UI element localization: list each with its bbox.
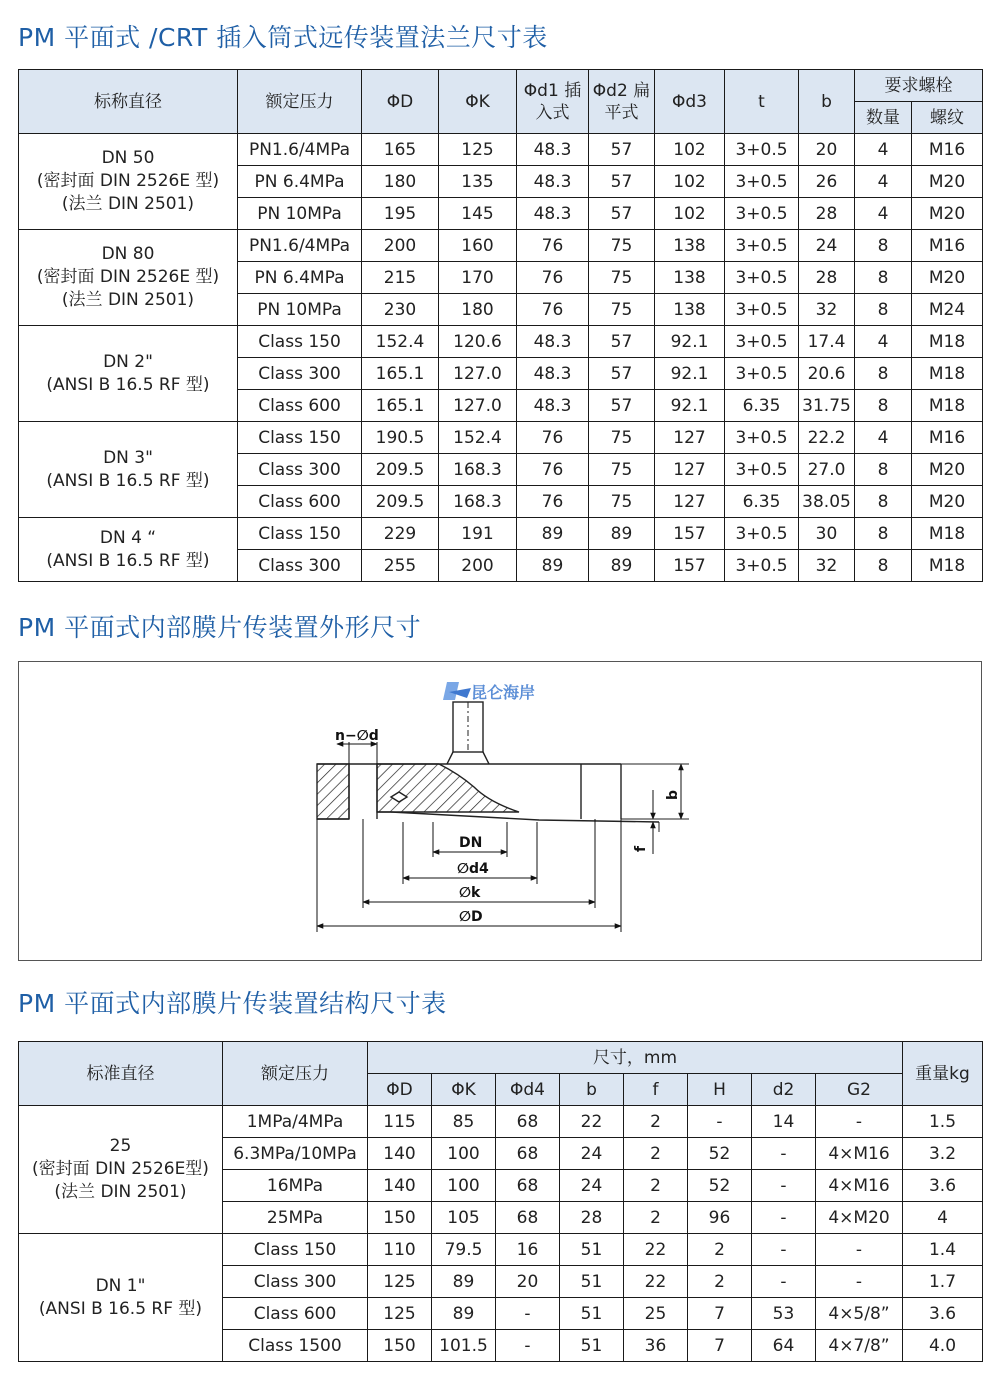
table-cell: 8 bbox=[855, 262, 912, 294]
table-cell: 110 bbox=[368, 1234, 432, 1266]
table-cell: 8 bbox=[855, 454, 912, 486]
table-cell: 51 bbox=[560, 1298, 624, 1330]
table-cell: PN 10MPa bbox=[238, 198, 362, 230]
table-cell: 57 bbox=[589, 198, 655, 230]
table-cell: M24 bbox=[912, 294, 983, 326]
table-cell: 8 bbox=[855, 486, 912, 518]
label-DN: DN bbox=[459, 835, 483, 851]
table-cell: 76 bbox=[517, 230, 589, 262]
table-cell: 157 bbox=[655, 518, 725, 550]
header-size-col: G2 bbox=[816, 1074, 903, 1106]
table-cell: 152.4 bbox=[439, 422, 517, 454]
table-cell: 51 bbox=[560, 1234, 624, 1266]
table-cell: 48.3 bbox=[517, 358, 589, 390]
table-cell: 4×M16 bbox=[816, 1138, 903, 1170]
header-d1: Φd1 插 入式 bbox=[517, 70, 589, 134]
table-row bbox=[19, 326, 983, 358]
table-cell: 6.35 bbox=[725, 390, 799, 422]
header-size-col: Φd4 bbox=[496, 1074, 560, 1106]
table-cell: - bbox=[752, 1138, 816, 1170]
table-cell: 100 bbox=[432, 1170, 496, 1202]
table-cell: 75 bbox=[589, 294, 655, 326]
table-cell: 115 bbox=[368, 1106, 432, 1138]
header-b: b bbox=[799, 70, 855, 134]
table-cell: 17.4 bbox=[799, 326, 855, 358]
table-cell: 135 bbox=[439, 166, 517, 198]
table-cell: 79.5 bbox=[432, 1234, 496, 1266]
group-label: DN 4 “ (ANSI B 16.5 RF 型) bbox=[19, 518, 238, 582]
table-cell: - bbox=[816, 1106, 903, 1138]
table-cell: 168.3 bbox=[439, 454, 517, 486]
table-cell: 3+0.5 bbox=[725, 262, 799, 294]
table-cell: 4×7/8” bbox=[816, 1330, 903, 1362]
group-label: DN 2" (ANSI B 16.5 RF 型) bbox=[19, 326, 238, 422]
table-cell: Class 600 bbox=[238, 486, 362, 518]
table-cell: 3+0.5 bbox=[725, 166, 799, 198]
table-cell: Class 150 bbox=[238, 422, 362, 454]
header-weight: 重量kg bbox=[903, 1042, 983, 1106]
table-cell: 25MPa bbox=[223, 1202, 368, 1234]
section1-title: PM 平面式 /CRT 插入筒式远传装置法兰尺寸表 bbox=[18, 23, 548, 52]
table-cell: 4 bbox=[903, 1202, 983, 1234]
table-cell: 48.3 bbox=[517, 134, 589, 166]
table-cell: 22 bbox=[624, 1234, 688, 1266]
header-size-col: ΦK bbox=[432, 1074, 496, 1106]
outline-drawing bbox=[18, 661, 982, 961]
table-cell: M20 bbox=[912, 454, 983, 486]
table-cell: - bbox=[752, 1170, 816, 1202]
table-cell: - bbox=[752, 1234, 816, 1266]
table-cell: Class 300 bbox=[238, 550, 362, 582]
header-rated-pressure-2: 额定压力 bbox=[223, 1042, 368, 1106]
table-cell: 48.3 bbox=[517, 326, 589, 358]
table-cell: 16 bbox=[496, 1234, 560, 1266]
table-cell: 89 bbox=[517, 518, 589, 550]
table-cell: 190.5 bbox=[362, 422, 439, 454]
table-cell: 3+0.5 bbox=[725, 230, 799, 262]
table-cell: 25 bbox=[624, 1298, 688, 1330]
header-nominal-diameter: 标称直径 bbox=[19, 70, 238, 134]
table-cell: Class 300 bbox=[223, 1266, 368, 1298]
table-cell: 32 bbox=[799, 550, 855, 582]
table-cell: 20 bbox=[496, 1266, 560, 1298]
table-cell: 8 bbox=[855, 550, 912, 582]
table-cell: 89 bbox=[589, 550, 655, 582]
logo-text: 昆仑海岸 bbox=[471, 683, 536, 702]
table-cell: 127 bbox=[655, 486, 725, 518]
table-row bbox=[19, 1106, 983, 1138]
table-cell: 195 bbox=[362, 198, 439, 230]
table-cell: Class 150 bbox=[238, 326, 362, 358]
table-cell: - bbox=[496, 1330, 560, 1362]
table-cell: 125 bbox=[439, 134, 517, 166]
table-cell: 68 bbox=[496, 1106, 560, 1138]
header-t: t bbox=[725, 70, 799, 134]
table-cell: 4×M20 bbox=[816, 1202, 903, 1234]
table-cell: 165.1 bbox=[362, 390, 439, 422]
table-cell: 8 bbox=[855, 518, 912, 550]
table-cell: M16 bbox=[912, 422, 983, 454]
table-cell: Class 600 bbox=[238, 390, 362, 422]
table-row bbox=[19, 422, 983, 454]
table-cell: 14 bbox=[752, 1106, 816, 1138]
table-cell: 1.7 bbox=[903, 1266, 983, 1298]
label-b: b bbox=[665, 789, 681, 800]
table-cell: PN1.6/4MPa bbox=[238, 230, 362, 262]
table-cell: 191 bbox=[439, 518, 517, 550]
table-cell: 22.2 bbox=[799, 422, 855, 454]
header-standard-diameter: 标准直径 bbox=[19, 1042, 223, 1106]
table-cell: 76 bbox=[517, 422, 589, 454]
table-cell: 2 bbox=[624, 1138, 688, 1170]
label-f: f bbox=[633, 845, 649, 852]
table-cell: 92.1 bbox=[655, 390, 725, 422]
table-cell: - bbox=[752, 1266, 816, 1298]
table-cell: 64 bbox=[752, 1330, 816, 1362]
table-cell: 138 bbox=[655, 262, 725, 294]
logo-icon bbox=[443, 682, 471, 700]
table-cell: 168.3 bbox=[439, 486, 517, 518]
table-cell: Class 300 bbox=[238, 454, 362, 486]
table-cell: Class 300 bbox=[238, 358, 362, 390]
header-size-col: f bbox=[624, 1074, 688, 1106]
header-d3: Φd3 bbox=[655, 70, 725, 134]
table-cell: 2 bbox=[688, 1266, 752, 1298]
table-cell: 3+0.5 bbox=[725, 358, 799, 390]
table-cell: 1MPa/4MPa bbox=[223, 1106, 368, 1138]
table-cell: 138 bbox=[655, 294, 725, 326]
table-cell: 24 bbox=[560, 1170, 624, 1202]
table-cell: 75 bbox=[589, 422, 655, 454]
table-cell: 138 bbox=[655, 230, 725, 262]
table-cell: 68 bbox=[496, 1138, 560, 1170]
table-cell: 92.1 bbox=[655, 358, 725, 390]
table-cell: 57 bbox=[589, 358, 655, 390]
label-D: ∅D bbox=[459, 909, 483, 925]
header-rated-pressure: 额定压力 bbox=[238, 70, 362, 134]
table-cell: 75 bbox=[589, 454, 655, 486]
table-cell: 28 bbox=[799, 262, 855, 294]
table-cell: - bbox=[752, 1202, 816, 1234]
table-row bbox=[19, 518, 983, 550]
table-cell: - bbox=[816, 1234, 903, 1266]
table-cell: 6.35 bbox=[725, 486, 799, 518]
header-size-col: H bbox=[688, 1074, 752, 1106]
table-cell: 4 bbox=[855, 198, 912, 230]
label-nd: n−∅d bbox=[335, 728, 379, 744]
table-cell: Class 150 bbox=[223, 1234, 368, 1266]
table-cell: M16 bbox=[912, 230, 983, 262]
table-cell: 89 bbox=[517, 550, 589, 582]
table-cell: 157 bbox=[655, 550, 725, 582]
table-cell: - bbox=[688, 1106, 752, 1138]
table-cell: 7 bbox=[688, 1298, 752, 1330]
table-row bbox=[19, 134, 983, 166]
header-thread: 螺纹 bbox=[912, 102, 983, 134]
table-cell: 165.1 bbox=[362, 358, 439, 390]
section3-title: PM 平面式内部膜片传装置结构尺寸表 bbox=[18, 989, 447, 1018]
table-cell: 145 bbox=[439, 198, 517, 230]
table-cell: 3+0.5 bbox=[725, 422, 799, 454]
table-cell: 32 bbox=[799, 294, 855, 326]
group-label: DN 50 (密封面 DIN 2526E 型) (法兰 DIN 2501) bbox=[19, 134, 238, 230]
table-cell: PN 10MPa bbox=[238, 294, 362, 326]
table-cell: 150 bbox=[368, 1202, 432, 1234]
table-cell: 125 bbox=[368, 1266, 432, 1298]
table-cell: 51 bbox=[560, 1266, 624, 1298]
header-size-col: ΦD bbox=[368, 1074, 432, 1106]
header-required-bolts: 要求螺栓 bbox=[855, 70, 983, 102]
table-cell: 127 bbox=[655, 422, 725, 454]
table-cell: 127.0 bbox=[439, 358, 517, 390]
table-cell: 68 bbox=[496, 1202, 560, 1234]
group-label: DN 1" (ANSI B 16.5 RF 型) bbox=[19, 1234, 223, 1362]
table-cell: 4 bbox=[855, 326, 912, 358]
table-cell: 127.0 bbox=[439, 390, 517, 422]
table-row bbox=[19, 1234, 983, 1266]
table-cell: 3+0.5 bbox=[725, 454, 799, 486]
table-cell: 22 bbox=[560, 1106, 624, 1138]
table-cell: 8 bbox=[855, 294, 912, 326]
table-cell: 8 bbox=[855, 230, 912, 262]
table-cell: 48.3 bbox=[517, 166, 589, 198]
table-cell: PN 6.4MPa bbox=[238, 262, 362, 294]
table-cell: 1.4 bbox=[903, 1234, 983, 1266]
header-d2: Φd2 扁 平式 bbox=[589, 70, 655, 134]
table-cell: 2 bbox=[688, 1234, 752, 1266]
table-cell: 85 bbox=[432, 1106, 496, 1138]
structure-dimension-table bbox=[18, 1041, 983, 1362]
table-cell: Class 1500 bbox=[223, 1330, 368, 1362]
table-cell: 75 bbox=[589, 230, 655, 262]
table-cell: 27.0 bbox=[799, 454, 855, 486]
table-cell: 3+0.5 bbox=[725, 134, 799, 166]
table-cell: 229 bbox=[362, 518, 439, 550]
table-cell: Class 150 bbox=[238, 518, 362, 550]
table-cell: 200 bbox=[362, 230, 439, 262]
table-cell: PN1.6/4MPa bbox=[238, 134, 362, 166]
table-cell: 53 bbox=[752, 1298, 816, 1330]
table-cell: 140 bbox=[368, 1138, 432, 1170]
table-cell: 4 bbox=[855, 134, 912, 166]
label-d4: ∅d4 bbox=[457, 861, 489, 877]
table-cell: 57 bbox=[589, 166, 655, 198]
table-cell: 180 bbox=[439, 294, 517, 326]
table-cell: 57 bbox=[589, 390, 655, 422]
table-cell: 20 bbox=[799, 134, 855, 166]
table-cell: 30 bbox=[799, 518, 855, 550]
header-D: ΦD bbox=[362, 70, 439, 134]
table-cell: 52 bbox=[688, 1170, 752, 1202]
table-cell: 92.1 bbox=[655, 326, 725, 358]
table-cell: 38.05 bbox=[799, 486, 855, 518]
table-cell: 3+0.5 bbox=[725, 294, 799, 326]
table-cell: 89 bbox=[432, 1266, 496, 1298]
table-cell: 3.6 bbox=[903, 1170, 983, 1202]
table-cell: 75 bbox=[589, 262, 655, 294]
table-cell: 75 bbox=[589, 486, 655, 518]
table-cell: 22 bbox=[624, 1266, 688, 1298]
table-cell: 28 bbox=[799, 198, 855, 230]
table-cell: 48.3 bbox=[517, 198, 589, 230]
table-cell: PN 6.4MPa bbox=[238, 166, 362, 198]
table-cell: 2 bbox=[624, 1170, 688, 1202]
table-cell: 4 bbox=[855, 422, 912, 454]
section2-title: PM 平面式内部膜片传装置外形尺寸 bbox=[18, 613, 422, 642]
flange-dimension-table bbox=[18, 69, 983, 582]
table-cell: M18 bbox=[912, 518, 983, 550]
table-cell: - bbox=[496, 1298, 560, 1330]
table-cell: 57 bbox=[589, 134, 655, 166]
table-cell: 160 bbox=[439, 230, 517, 262]
table-cell: 215 bbox=[362, 262, 439, 294]
table-cell: 8 bbox=[855, 358, 912, 390]
table-cell: 76 bbox=[517, 262, 589, 294]
table-cell: 24 bbox=[799, 230, 855, 262]
table-cell: 3+0.5 bbox=[725, 518, 799, 550]
table-cell: 76 bbox=[517, 454, 589, 486]
table-cell: M20 bbox=[912, 486, 983, 518]
table-cell: 3+0.5 bbox=[725, 198, 799, 230]
table-cell: 76 bbox=[517, 486, 589, 518]
table-cell: 76 bbox=[517, 294, 589, 326]
table-cell: 165 bbox=[362, 134, 439, 166]
table-cell: M18 bbox=[912, 550, 983, 582]
dim-nd bbox=[337, 742, 377, 764]
table-cell: 102 bbox=[655, 134, 725, 166]
table-cell: 68 bbox=[496, 1170, 560, 1202]
table-cell: 230 bbox=[362, 294, 439, 326]
header-K: ΦK bbox=[439, 70, 517, 134]
table-cell: 4×M16 bbox=[816, 1170, 903, 1202]
table-cell: 51 bbox=[560, 1330, 624, 1362]
table-cell: 7 bbox=[688, 1330, 752, 1362]
table-cell: 200 bbox=[439, 550, 517, 582]
table-cell: 105 bbox=[432, 1202, 496, 1234]
table-cell: 140 bbox=[368, 1170, 432, 1202]
label-k: ∅k bbox=[459, 885, 481, 901]
table-cell: 127 bbox=[655, 454, 725, 486]
header-size-col: d2 bbox=[752, 1074, 816, 1106]
table-cell: 31.75 bbox=[799, 390, 855, 422]
table-cell: 125 bbox=[368, 1298, 432, 1330]
table-cell: 102 bbox=[655, 166, 725, 198]
group-label: DN 3" (ANSI B 16.5 RF 型) bbox=[19, 422, 238, 518]
flange-body bbox=[317, 764, 689, 832]
table-cell: 89 bbox=[589, 518, 655, 550]
table-cell: M16 bbox=[912, 134, 983, 166]
table-cell: 102 bbox=[655, 198, 725, 230]
group-label: 25 (密封面 DIN 2526E型) (法兰 DIN 2501) bbox=[19, 1106, 223, 1234]
table-cell: 4×5/8” bbox=[816, 1298, 903, 1330]
table-cell: 57 bbox=[589, 326, 655, 358]
table-cell: 24 bbox=[560, 1138, 624, 1170]
table-cell: 3+0.5 bbox=[725, 550, 799, 582]
table-cell: 120.6 bbox=[439, 326, 517, 358]
table-cell: 180 bbox=[362, 166, 439, 198]
header-size-mm: 尺寸，mm bbox=[368, 1042, 903, 1074]
table-cell: 1.5 bbox=[903, 1106, 983, 1138]
table-cell: 2 bbox=[624, 1202, 688, 1234]
table-cell: 16MPa bbox=[223, 1170, 368, 1202]
header-size-col: b bbox=[560, 1074, 624, 1106]
table-cell: 48.3 bbox=[517, 390, 589, 422]
table-cell: 52 bbox=[688, 1138, 752, 1170]
table-cell: 4 bbox=[855, 166, 912, 198]
table-cell: 28 bbox=[560, 1202, 624, 1234]
table-cell: 8 bbox=[855, 390, 912, 422]
table-cell: 2 bbox=[624, 1106, 688, 1138]
stem bbox=[447, 702, 489, 764]
table-cell: 3.6 bbox=[903, 1298, 983, 1330]
table-cell: 170 bbox=[439, 262, 517, 294]
table-cell: 209.5 bbox=[362, 486, 439, 518]
table-cell: 101.5 bbox=[432, 1330, 496, 1362]
table-cell: 96 bbox=[688, 1202, 752, 1234]
flange-drawing-svg bbox=[19, 662, 981, 960]
group-label: DN 80 (密封面 DIN 2526E 型) (法兰 DIN 2501) bbox=[19, 230, 238, 326]
table-cell: 150 bbox=[368, 1330, 432, 1362]
table-cell: 6.3MPa/10MPa bbox=[223, 1138, 368, 1170]
header-quantity: 数量 bbox=[855, 102, 912, 134]
table-cell: M20 bbox=[912, 166, 983, 198]
table-cell: 4.0 bbox=[903, 1330, 983, 1362]
table-cell: 36 bbox=[624, 1330, 688, 1362]
table-cell: M20 bbox=[912, 198, 983, 230]
table-cell: 255 bbox=[362, 550, 439, 582]
table-cell: 100 bbox=[432, 1138, 496, 1170]
table-cell: - bbox=[816, 1266, 903, 1298]
table-cell: 3.2 bbox=[903, 1138, 983, 1170]
table-cell: 20.6 bbox=[799, 358, 855, 390]
table-cell: 26 bbox=[799, 166, 855, 198]
table-row bbox=[19, 230, 983, 262]
table-cell: M18 bbox=[912, 390, 983, 422]
table-cell: 152.4 bbox=[362, 326, 439, 358]
table-cell: 3+0.5 bbox=[725, 326, 799, 358]
table-cell: 89 bbox=[432, 1298, 496, 1330]
table-cell: 209.5 bbox=[362, 454, 439, 486]
table-cell: M18 bbox=[912, 326, 983, 358]
table-cell: Class 600 bbox=[223, 1298, 368, 1330]
table-cell: M18 bbox=[912, 358, 983, 390]
table-cell: M20 bbox=[912, 262, 983, 294]
